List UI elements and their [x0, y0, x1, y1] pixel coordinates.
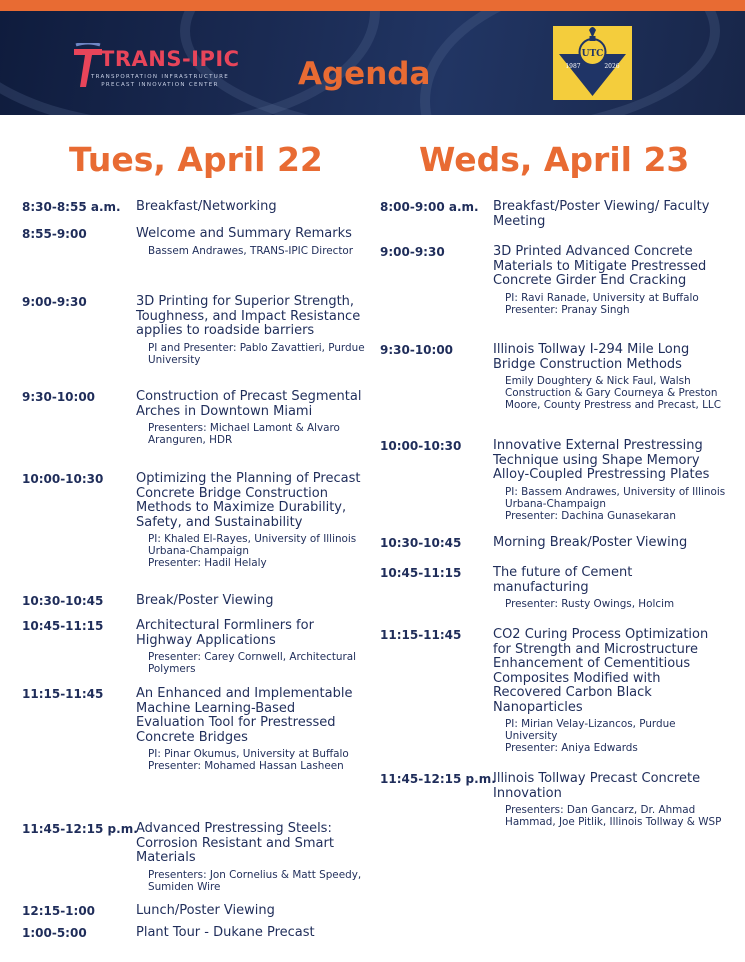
- agenda-session-title: Welcome and Summary Remarks: [136, 226, 352, 241]
- agenda-item: [22, 687, 367, 772]
- agenda-session-title: Morning Break/Poster Viewing: [493, 535, 688, 550]
- agenda-time: 10:00-10:30: [380, 439, 462, 453]
- agenda-item: [22, 390, 367, 446]
- presenter-line: Presenters: Michael Lamont & Alvaro Aranguren, HDR: [148, 422, 344, 446]
- utc-seal: [553, 26, 632, 100]
- presenter-line: Presenters: Jon Cornelius & Matt Speedy, Sumiden Wire: [148, 868, 365, 893]
- agenda-item: [22, 594, 367, 609]
- agenda-time: 8:00-9:00 a.m.: [380, 200, 479, 214]
- agenda-presenters: [148, 245, 367, 257]
- agenda-session-title: Breakfast/Networking: [136, 199, 277, 214]
- presenter-line: Presenter: Mohamed Hassan Lasheen: [148, 760, 344, 772]
- presenter-line: PI: Mirian Velay-Lizancos, Purdue University: [505, 718, 679, 742]
- agenda-session-title: Optimizing the Planning of Precast Concrete Bridge Construction Methods to Maximize Durability, Safety, and Sustainability: [136, 471, 361, 530]
- logo-subtitle-line1: TRANSPORTATION INFRASTRUCTURE: [90, 74, 229, 80]
- agenda-item: [380, 200, 730, 229]
- agenda-presenters: [148, 748, 367, 772]
- agenda-time: 12:15-1:00: [22, 904, 96, 918]
- agenda-session-title: Innovative External Prestressing Technique using Shape Memory Alloy-Coupled Prestressing Plates: [493, 438, 710, 482]
- day-title-wednesday: Weds, April 23: [419, 140, 690, 179]
- presenter-line: PI and Presenter: Pablo Zavattieri, Purdue University: [148, 341, 368, 366]
- presenter-line: Presenter: Dachina Gunasekaran: [505, 509, 676, 522]
- utc-seal-icon: [553, 26, 632, 100]
- presenter-line: Presenter: Aniya Edwards: [505, 742, 638, 754]
- agenda-time: 11:45-12:15 p.m.: [22, 822, 138, 836]
- presenter-line: Presenter: Carey Cornwell, Architectural Polymers: [148, 651, 360, 675]
- agenda-presenters: [505, 804, 730, 828]
- trans-ipic-logo: [72, 41, 242, 111]
- agenda-item: [380, 536, 730, 551]
- seal-letters: UTC: [581, 49, 604, 59]
- agenda-time: 10:30-10:45: [22, 594, 104, 608]
- agenda-session-title: Illinois Tollway Precast Concrete Innovation: [493, 771, 701, 801]
- agenda-time: 10:45-11:15: [22, 619, 104, 633]
- agenda-item: [380, 343, 730, 411]
- agenda-presenters: [505, 486, 730, 522]
- agenda-presenters: [505, 375, 730, 411]
- agenda-item: [380, 566, 730, 610]
- presenter-line: Presenter: Rusty Owings, Holcim: [505, 598, 675, 610]
- agenda-time: 11:15-11:45: [380, 628, 462, 642]
- agenda-item: [22, 619, 367, 675]
- presenter-line: PI: Khaled El-Rayes, University of Illinois Urbana-Champaign: [148, 533, 360, 557]
- agenda-item: [380, 628, 730, 754]
- logo-subtitle-line2: PRECAST INNOVATION CENTER: [101, 82, 219, 88]
- agenda-session-title: 3D Printing for Superior Strength, Toughness, and Impact Resistance applies to roadside barriers: [136, 294, 361, 338]
- agenda-presenters: [148, 342, 367, 366]
- logo-text: TRANS-IPIC: [100, 47, 240, 71]
- agenda-session-title: Lunch/Poster Viewing: [136, 903, 275, 918]
- agenda-session-title: Break/Poster Viewing: [136, 593, 274, 608]
- agenda-presenters: [148, 533, 367, 569]
- agenda-presenters: [505, 598, 730, 610]
- agenda-item: [22, 472, 367, 569]
- presenter-line: Bassem Andrawes, TRANS-IPIC Director: [148, 244, 354, 257]
- agenda-time: 8:30-8:55 a.m.: [22, 200, 121, 214]
- agenda-time: 1:00-5:00: [22, 926, 87, 940]
- agenda-session-title: 3D Printed Advanced Concrete Materials to Mitigate Prestressed Concrete Girder End Cracking: [493, 244, 707, 288]
- agenda-time: 10:00-10:30: [22, 472, 104, 486]
- agenda-session-title: An Enhanced and Implementable Machine Learning-Based Evaluation Tool for Prestressed Concrete Bridges: [136, 686, 353, 745]
- agenda-presenters: [148, 869, 367, 893]
- agenda-presenters: [505, 292, 730, 316]
- presenter-line: Emily Doughtery & Nick Faul, Walsh Construction & Gary Courneya & Preston Moore, County Prestress and Precast, LLC: [505, 375, 721, 411]
- agenda-time: 9:30-10:00: [22, 390, 96, 404]
- agenda-presenters: [505, 718, 730, 754]
- agenda-item: [22, 295, 367, 366]
- agenda-session-title: Plant Tour - Dukane Precast: [136, 925, 315, 940]
- presenter-line: Presenter: Hadil Helaly: [148, 557, 267, 569]
- agenda-item: [22, 227, 367, 257]
- day-title-tuesday: Tues, April 22: [69, 140, 323, 179]
- agenda-item: [22, 904, 367, 919]
- logo-subtitle: [84, 73, 236, 89]
- presenter-line: PI: Ravi Ranade, University at Buffalo: [505, 291, 699, 304]
- agenda-time: 10:30-10:45: [380, 536, 462, 550]
- presenter-line: PI: Bassem Andrawes, University of Illinois Urbana-Champaign: [505, 485, 729, 510]
- agenda-time: 8:55-9:00: [22, 227, 87, 241]
- presenter-line: PI: Pinar Okumus, University at Buffalo: [148, 748, 349, 760]
- agenda-session-title: CO2 Curing Process Optimization for Strength and Microstructure Enhancement of Cementitious Composites Modified with Recovered Carbon Black Nanoparticles: [493, 627, 709, 715]
- agenda-time: 10:45-11:15: [380, 566, 462, 580]
- header-banner: [0, 11, 745, 115]
- agenda-time: 9:30-10:00: [380, 343, 454, 357]
- agenda-item: [22, 926, 367, 941]
- agenda-time: 11:45-12:15 p.m.: [380, 772, 496, 786]
- agenda-session-title: Illinois Tollway I-294 Mile Long Bridge Construction Methods: [493, 342, 690, 372]
- agenda-presenters: [148, 422, 367, 446]
- agenda-time: 11:15-11:45: [22, 687, 104, 701]
- agenda-presenters: [148, 651, 367, 675]
- agenda-item: [380, 439, 730, 522]
- agenda-item: [22, 822, 367, 893]
- agenda-time: 9:00-9:30: [22, 295, 87, 309]
- agenda-time: 9:00-9:30: [380, 245, 445, 259]
- seal-left-year: 1987: [565, 63, 581, 70]
- top-accent-bar: [0, 0, 745, 11]
- agenda-item: [22, 200, 367, 215]
- agenda-session-title: Advanced Prestressing Steels: Corrosion Resistant and Smart Materials: [136, 821, 334, 865]
- agenda-session-title: The future of Cement manufacturing: [493, 565, 633, 595]
- presenter-line: Presenter: Pranay Singh: [505, 303, 630, 316]
- agenda-session-title: Breakfast/Poster Viewing/ Faculty Meeting: [493, 199, 710, 229]
- page-title: Agenda: [298, 56, 431, 92]
- seal-right-year: 2026: [604, 63, 620, 70]
- agenda-session-title: Construction of Precast Segmental Arches in Downtown Miami: [136, 389, 362, 419]
- presenter-line: Presenters: Dan Gancarz, Dr. Ahmad Hammad, Joe Pitlik, Illinois Tollway & WSP: [505, 804, 722, 828]
- agenda-item: [380, 245, 730, 316]
- agenda-session-title: Architectural Formliners for Highway Applications: [136, 618, 314, 648]
- agenda-item: [380, 772, 730, 828]
